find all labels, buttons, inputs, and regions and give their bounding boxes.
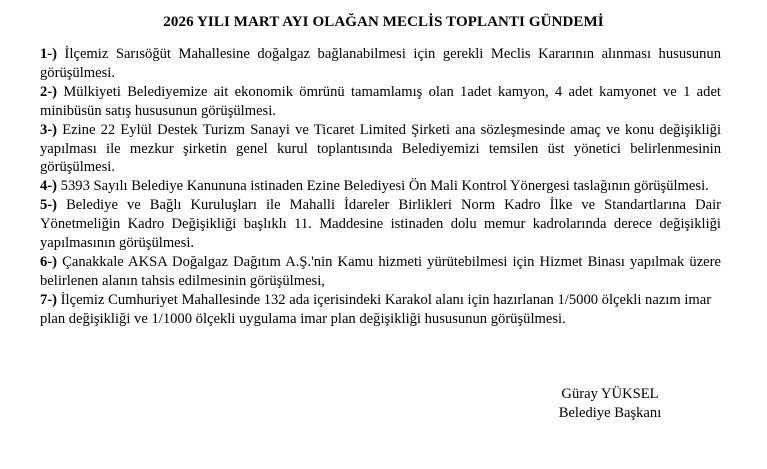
agenda-item-number: 2-) — [40, 83, 58, 100]
agenda-item-text: İlçemiz Cumhuriyet Mahallesinde 132 ada içerisindeki Karakol alanı için hazırlanan 1/5000 ölçekli nazım imar plan değişikliği ve 1/1000 ölçekli uygulama imar plan değişikliği hususunun görüşülmesi. — [40, 291, 712, 327]
signature-block — [520, 385, 700, 422]
agenda-item-4 — [40, 177, 721, 196]
signatory-name: Güray YÜKSEL — [561, 386, 659, 402]
agenda-item-text: Çanakkale AKSA Doğalgaz Dağıtım A.Ş.'nin Kamu hizmeti yürütebilmesi için Hizmet Binası yapılmak üzere belirlenen alanın tahsis edilmesinin görüşülmesi, — [40, 253, 721, 289]
agenda-item-number: 4-) — [40, 178, 58, 195]
agenda-item-text: Belediye ve Bağlı Kuruluşları ile Mahalli İdareler Birlikleri Norm Kadro İlke ve Standartlarına Dair Yönetmeliğin Kadro Değişikliği başlıklı 11. Maddesine istinaden dolu memur kadrolarında derece değişikliği yapılmasının görüşülmesi. — [40, 197, 721, 252]
agenda-item-1 — [40, 45, 721, 83]
agenda-item-text: Ezine 22 Eylül Destek Turizm Sanayi ve Ticaret Limited Şirketi ana sözleşmesinde amaç ve konu değişikliği yapılması ile mezkur şirketin genel kurul toplantısında Belediyemizi temsilen üst yönetici belirlenmesinin görüşülmesi. — [40, 121, 721, 176]
agenda-item-2 — [40, 83, 721, 121]
signatory-role: Belediye Başkanı — [558, 404, 662, 421]
agenda-item-text: Mülkiyeti Belediyemize ait ekonomik ömrünü tamamlamış olan 1adet kamyon, 4 adet kamyonet ve 1 adet minibüsün satış hususunun görüşülmesi. — [40, 83, 721, 119]
agenda-item-3 — [40, 121, 721, 178]
agenda-list — [40, 45, 721, 329]
page-title: 2026 YILI MART AYI OLAĞAN MECLİS TOPLANTI GÜNDEMİ — [163, 14, 604, 30]
agenda-item-number: 1-) — [40, 46, 58, 62]
agenda-item-number: 6-) — [40, 253, 58, 270]
agenda-item-number: 3-) — [40, 121, 58, 138]
agenda-item-number: 7-) — [40, 291, 58, 308]
agenda-item-5 — [40, 196, 721, 253]
agenda-item-text: 5393 Sayılı Belediye Kanununa istinaden Ezine Belediyesi Ön Mali Kontrol Yönergesi taslağının görüşülmesi. — [57, 178, 709, 195]
agenda-item-number: 5-) — [40, 197, 58, 214]
agenda-item-6 — [40, 253, 721, 291]
agenda-item-text: İlçemiz Sarısöğüt Mahallesine doğalgaz bağlanabilmesi için gerekli Meclis Kararının alınması hususunun görüşülmesi. — [40, 46, 721, 81]
agenda-item-7 — [40, 291, 721, 329]
